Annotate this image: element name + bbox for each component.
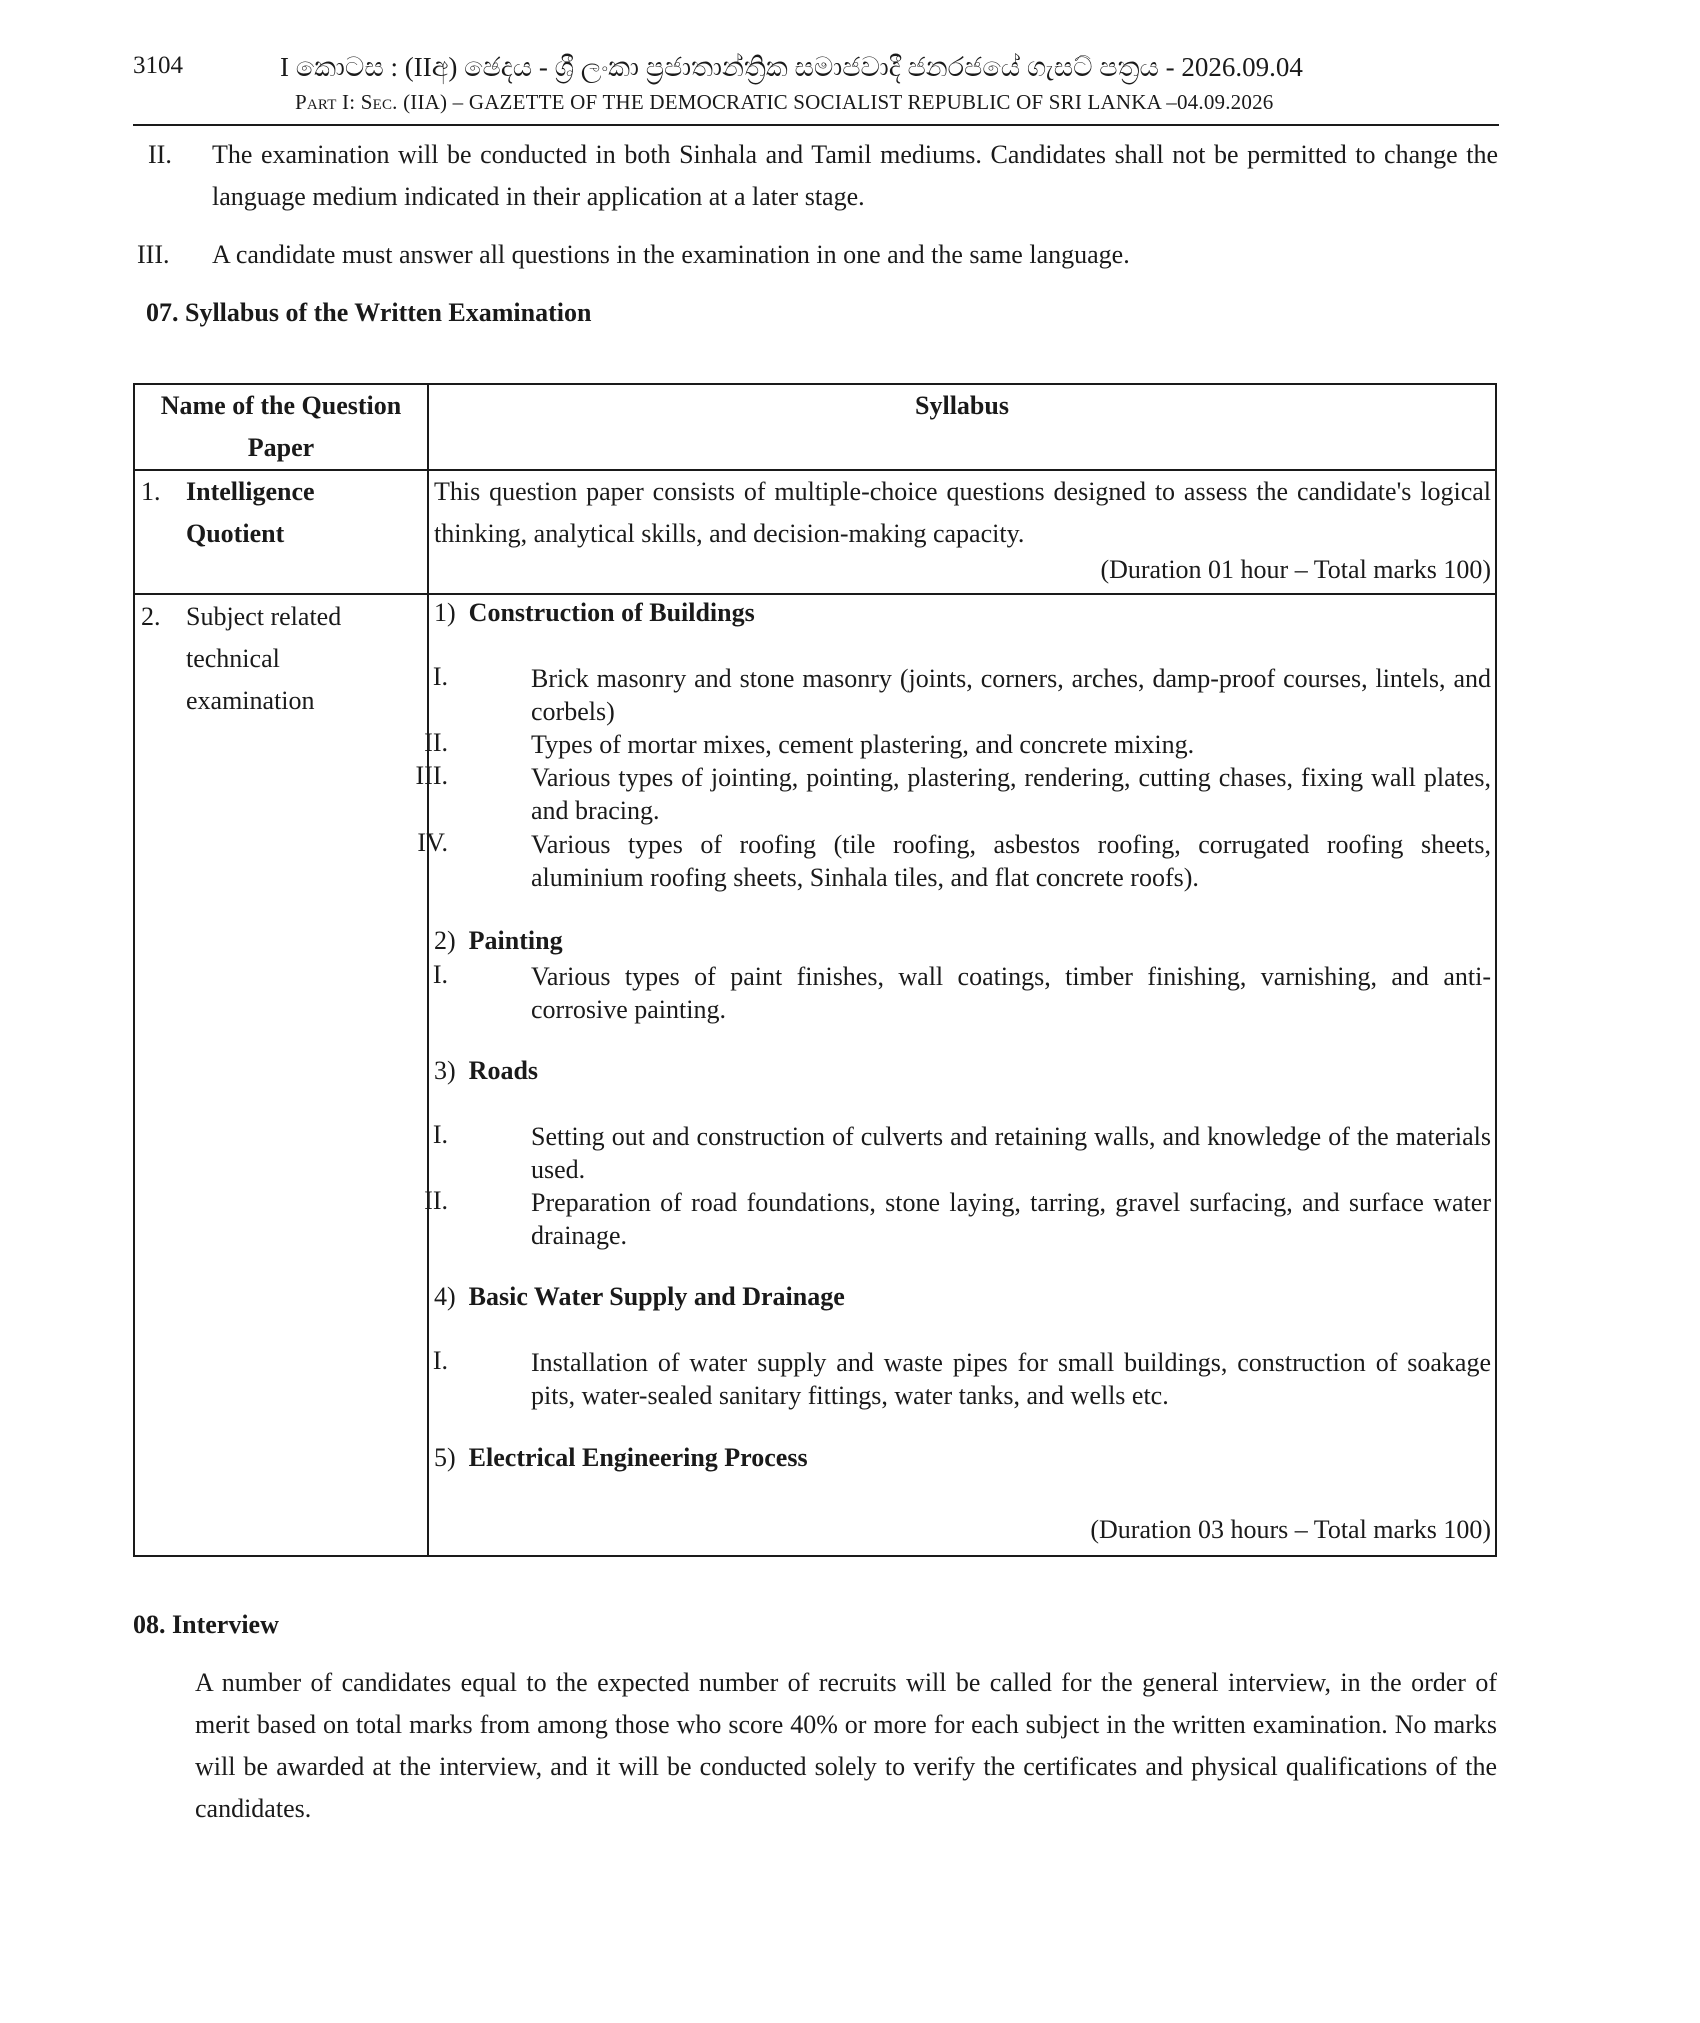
column-header-syllabus: Syllabus [915, 391, 1009, 420]
item-numeral: I. [432, 960, 448, 989]
section-title: Painting [468, 926, 563, 955]
column-header-paper-name: Name of the Question Paper [160, 391, 402, 462]
syllabus-section-title [434, 1443, 808, 1473]
paper-description: This question paper consists of multiple-choice questions designed to assess the candidate's logical thinking, analytical skills, and decision-making capacity. [434, 477, 1491, 548]
syllabus-item: Various types of jointing, pointing, plastering, rendering, cutting chases, fixing wall plates, and bracing. [531, 763, 1491, 825]
section-number: 5) [434, 1443, 456, 1472]
section-number: 1) [434, 598, 456, 627]
paper-name: Intelligence Quotient [186, 477, 315, 548]
section-title: Roads [468, 1056, 539, 1085]
syllabus-item: Preparation of road foundations, stone laying, tarring, gravel surfacing, and surface water drainage. [531, 1188, 1491, 1250]
header-separator: : [349, 90, 361, 114]
header-part: Part I [295, 90, 350, 114]
syllabus-item: Installation of water supply and waste pipes for small buildings, construction of soakage pits, water-sealed sanitary fittings, water tanks, and wells etc. [531, 1348, 1491, 1410]
section-number: 3) [434, 1056, 456, 1085]
section-heading-08: 08. Interview [133, 1610, 279, 1639]
section-number: 2) [434, 926, 456, 955]
duration-marks: (Duration 03 hours – Total marks 100) [1090, 1515, 1491, 1544]
point-text: The examination will be conducted in both Sinhala and Tamil mediums. Candidates shall not be permitted to change the language medium indicated in their application at a later stage. [212, 140, 1498, 211]
paper-name: Subject related technical examination [186, 602, 342, 715]
syllabus-item: Various types of paint finishes, wall coatings, timber finishing, varnishing, and anti-corrosive painting. [531, 962, 1491, 1024]
syllabus-table [133, 383, 1497, 1557]
section-title: Construction of Buildings [468, 598, 755, 627]
item-numeral: I. [432, 662, 448, 691]
item-numeral: I. [432, 1120, 448, 1149]
syllabus-item: Various types of roofing (tile roofing, asbestos roofing, corrugated roofing sheets, aluminium roofing sheets, Sinhala tiles, and flat concrete roofs). [531, 830, 1491, 892]
item-numeral: I. [432, 1346, 448, 1375]
item-numeral: II. [424, 728, 448, 757]
page-number: 3104 [133, 52, 183, 79]
syllabus-section-title [434, 1056, 538, 1086]
row-number: 2. [141, 602, 161, 631]
point-numeral: III. [137, 240, 170, 269]
point-text: A candidate must answer all questions in the examination in one and the same language. [212, 240, 1130, 269]
item-numeral: IV. [417, 828, 448, 857]
header-rule [133, 124, 1499, 126]
row-divider [135, 593, 1495, 595]
row-number: 1. [141, 477, 161, 506]
section-title: Electrical Engineering Process [468, 1443, 808, 1472]
item-numeral: III. [415, 761, 448, 790]
syllabus-item: Types of mortar mixes, cement plastering, and concrete mixing. [531, 730, 1195, 759]
header-gazette-name: (IIA) – GAZETTE OF THE DEMOCRATIC SOCIALIST REPUBLIC OF SRI LANKA –04.09.2026 [397, 90, 1274, 114]
duration-marks: (Duration 01 hour – Total marks 100) [1100, 555, 1491, 584]
sinhala-header-title: I කොටස : (IIඅ) ඡෙදය - ශ්‍රී ලංකා ප්‍රජාතාන්ත්‍රික සමාජවාදී ජනරජයේ ගැසට් පත්‍රය - 2026.09.04 [280, 52, 1303, 82]
item-numeral: II. [424, 1186, 448, 1215]
section-title: Basic Water Supply and Drainage [468, 1282, 845, 1311]
section-heading-07: 07. Syllabus of the Written Examination [146, 298, 592, 327]
syllabus-section-title [434, 598, 755, 628]
point-numeral: II. [148, 140, 172, 169]
english-header-title [295, 90, 1273, 115]
syllabus-section-title [434, 926, 563, 956]
section-number: 4) [434, 1282, 456, 1311]
header-sec: Sec. [360, 90, 398, 114]
syllabus-section-title [434, 1282, 845, 1312]
syllabus-item: Brick masonry and stone masonry (joints, corners, arches, damp-proof courses, lintels, and corbels) [531, 664, 1491, 726]
interview-text: A number of candidates equal to the expected number of recruits will be called for the general interview, in the order of merit based on total marks from among those who score 40% or more for each subject in the written examination. No marks will be awarded at the interview, and it will be conducted solely to verify the certificates and physical qualifications of the candidates. [195, 1668, 1497, 1823]
syllabus-item: Setting out and construction of culverts and retaining walls, and knowledge of the materials used. [531, 1122, 1491, 1184]
